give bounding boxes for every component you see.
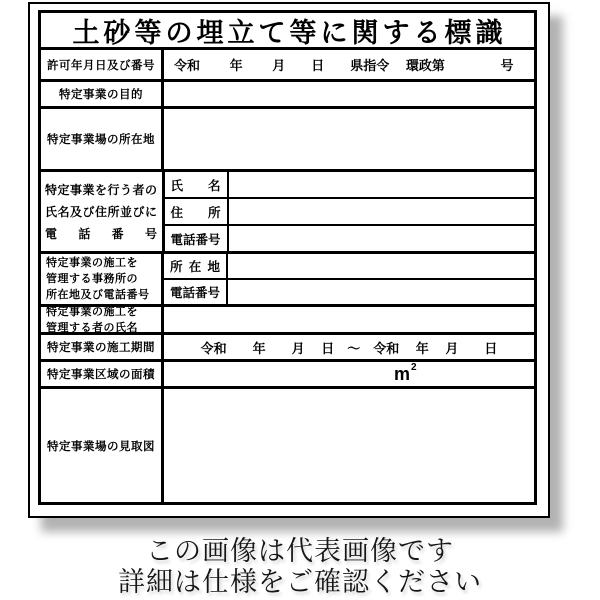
label-managing-office-line-1: 特定事業の施工を xyxy=(46,257,138,269)
label-operator-phone xyxy=(165,226,229,251)
value-construction-manager xyxy=(164,307,534,332)
label-office-location-text: 所 在 地 xyxy=(170,260,220,274)
row-area xyxy=(41,359,534,386)
label-operator-name-text: 氏 名 xyxy=(170,178,221,193)
label-permit-date-number: 許可年月日及び番号 xyxy=(41,50,164,79)
label-operator-line-2: 氏名及び住所並びに xyxy=(45,204,158,219)
signboard xyxy=(28,2,550,518)
value-site-location xyxy=(164,109,534,169)
label-office-phone xyxy=(164,280,228,304)
label-managing-office xyxy=(41,254,164,304)
operator-fields xyxy=(165,172,534,251)
office-location-row xyxy=(164,254,534,278)
managing-office-fields xyxy=(164,254,534,304)
row-sketch-map xyxy=(41,386,534,502)
value-permit-date-number: 令和 年 月 日 県指令 環政第 号 xyxy=(164,50,534,79)
caption xyxy=(0,536,600,598)
label-office-location xyxy=(164,254,228,278)
value-office-phone xyxy=(228,280,534,304)
label-managing-office-line-3: 所在地及び電話番号 xyxy=(46,289,150,301)
value-sketch-map xyxy=(164,389,534,502)
label-operator-name xyxy=(165,172,229,197)
title-row xyxy=(41,13,534,47)
label-operator-line-3: 電 話 番 号 xyxy=(45,227,158,242)
value-office-location xyxy=(228,254,534,278)
operator-address-row xyxy=(165,197,534,224)
label-operator xyxy=(41,172,165,251)
label-operator-address xyxy=(165,199,229,224)
value-operator-address xyxy=(229,199,534,224)
label-construction-manager xyxy=(41,307,164,332)
row-managing-office xyxy=(41,251,534,304)
row-operator xyxy=(41,169,534,251)
label-area: 特定事業区域の面積 xyxy=(41,362,164,386)
area-unit-m: m xyxy=(394,364,411,384)
operator-phone-row xyxy=(165,224,534,251)
value-operator-name xyxy=(229,172,534,197)
sign-table xyxy=(38,10,537,505)
value-operator-phone xyxy=(229,226,534,251)
sign-title: 土砂等の埋立て等に関する標識 xyxy=(72,17,507,48)
area-unit-superscript-2: 2 xyxy=(411,361,417,373)
row-construction-manager xyxy=(41,304,534,332)
operator-name-row xyxy=(165,172,534,197)
office-phone-row xyxy=(164,278,534,304)
label-sketch-map: 特定事業場の見取図 xyxy=(41,389,164,502)
label-site-location: 特定事業場の所在地 xyxy=(41,109,164,169)
value-construction-period: 令和 年 月 日 ～ 令和 年 月 日 xyxy=(164,335,534,359)
label-operator-address-text: 住 所 xyxy=(170,205,221,220)
row-construction-period xyxy=(41,332,534,359)
value-area xyxy=(164,362,534,386)
label-project-purpose: 特定事業の目的 xyxy=(41,82,164,106)
label-office-phone-text: 電話番号 xyxy=(170,286,221,300)
label-construction-manager-line-2: 管理する者の氏名 xyxy=(46,321,138,334)
label-operator-line-1: 特定事業を行う者の xyxy=(45,182,158,197)
label-construction-period: 特定事業の施工期間 xyxy=(41,335,164,359)
label-construction-manager-line-1: 特定事業の施工を xyxy=(46,305,138,318)
label-operator-phone-text: 電話番号 xyxy=(170,232,221,247)
label-managing-office-line-2: 管理する事務所の xyxy=(46,273,138,285)
row-site-location xyxy=(41,106,534,169)
value-project-purpose xyxy=(164,82,534,106)
row-purpose xyxy=(41,79,534,106)
row-permit xyxy=(41,47,534,79)
caption-line-1: この画像は代表画像です xyxy=(146,536,454,566)
caption-line-2: 詳細は仕様をご確認ください xyxy=(118,567,482,597)
